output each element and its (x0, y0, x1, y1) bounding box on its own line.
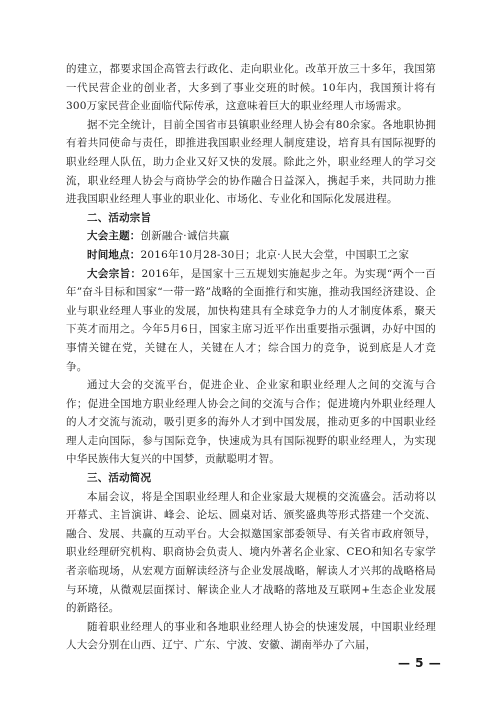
purpose-label: 大会宗旨： (87, 267, 142, 280)
paragraph-platform: 通过大会的交流平台，促进企业、企业家和职业经理人之间的交流与合作；促进全国地方职业经理人协会之间的交流与合作；促进境内外职业经理人的人才交流与流动，吸引更多的海外人才到中国发展，推动更多的中国职业经理人走向国际，参与国际竞争，快速成为具有国际视野的职业经理人，为实现中华民族伟大复兴的中国梦，贡献聪明才智。 (66, 379, 436, 466)
paragraph-statistics: 据不完全统计，目前全国省市县镇职业经理人协会有80余家。各地职协拥有着共同使命与责任，即推进我国职业经理人制度建设，培育具有国际视野的职业经理人队伍，助力企业又好又快的发展。除此之外，职业经理人的学习交流，职业经理人协会与商协学会的协作融合日益深入，携起手来，共同助力推进我国职业经理人事业的职业化、市场化、专业化和国际化发展进程。 (66, 118, 436, 206)
purpose-value: 2016年，是国家十三五规划实施起步之年。为实现“两个一百年”奋斗目标和国家“一带一路”战略的全面推行和实施，推动我国经济建设、企业与职业经理人事业的发展，加快构建具有全球竞争力的人才制度体系，聚天下英才而用之。今年5月6日，国家主席习近平作出重要指示强调，办好中国的事情关键在党，关键在人，关键在人才；综合国力的竞争，说到底是人才竞争。 (66, 267, 437, 373)
section-heading-purpose: 二、活动宗旨 (87, 211, 152, 224)
section-heading-overview: 三、活动简况 (87, 472, 152, 485)
paragraph-last: 随着职业经理人的事业和各地职业经理人协会的快速发展，中国职业经理人大会分别在山西、辽宁、广东、宁波、安徽、湖南举办了六届， (66, 620, 436, 652)
theme-label: 大会主题： (87, 230, 141, 243)
page-number: — 5 — (398, 656, 442, 670)
conference-theme (66, 227, 436, 246)
paragraph-intro-end: 的建立，都要求国企高管去行政化、走向职业化。改革开放三十多年，我国第一代民营企业的创业者，大多到了事业交班的时候。10年内，我国预计将有300万家民营企业面临代际传承，这意味着巨大的职业经理人市场需求。 (66, 63, 436, 113)
theme-value: 创新融合·诚信共赢 (140, 230, 230, 243)
conference-time-location (66, 246, 436, 265)
conference-purpose (66, 265, 436, 377)
paragraph-overview: 本届会议，将是全国职业经理人和企业家最大规模的交流盛会。活动将以开幕式、主旨演讲、峰会、论坛、圆桌对话、颁奖盛典等形式搭建一个交流、融合、发展、共赢的互动平台。大会拟邀国家部委领导、有关省市政府领导，职业经理研究机构、职商协会负责人、境内外著名企业家、CEO和知名专家学者亲临现场，从宏观方面解读经济与企业发展战略，解读人才兴邦的战略格局与环境，从微观层面探讨、解读企业人才战略的落地及互联网+生态企业发展的新路径。 (66, 490, 436, 615)
document-body (66, 60, 436, 655)
time-label: 时间地点： (87, 248, 141, 261)
time-value: 2016年10月28-30日；北京·人民大会堂，中国职工之家 (140, 248, 410, 261)
